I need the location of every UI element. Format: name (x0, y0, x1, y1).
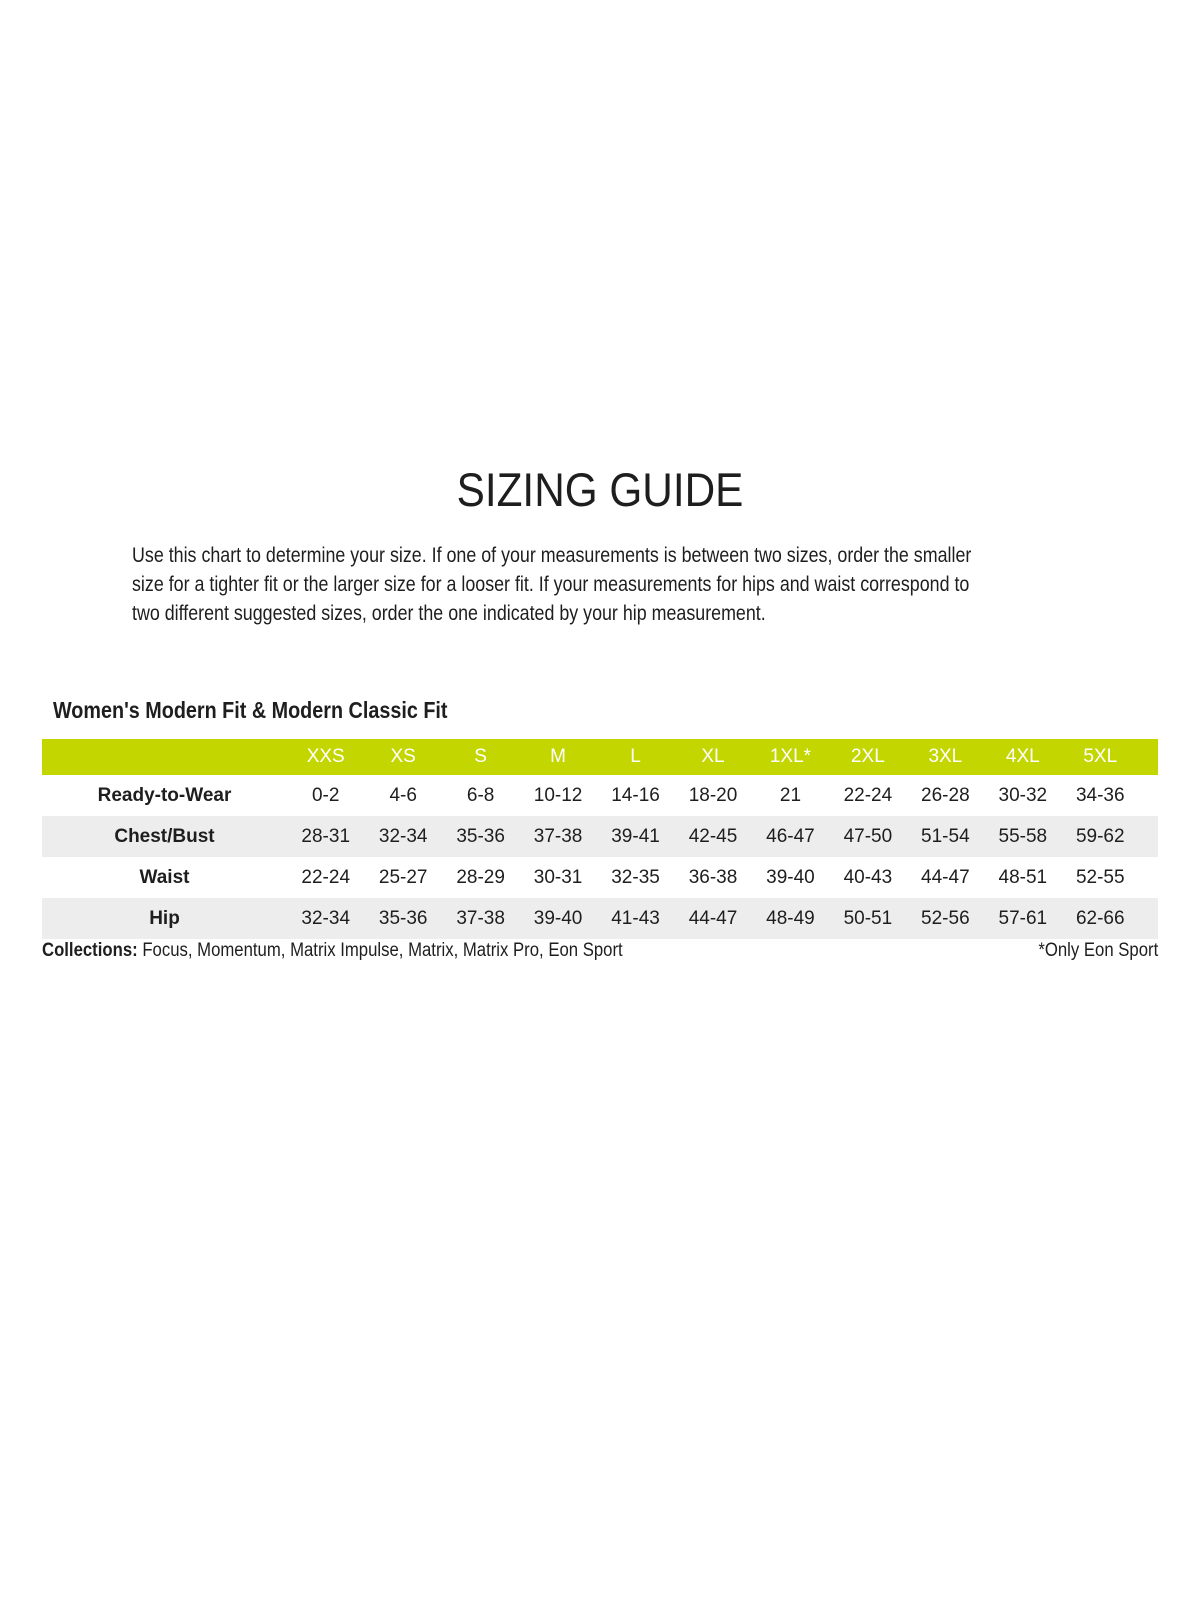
size-cell: 44-47 (688, 907, 738, 929)
spacer-cell (1139, 775, 1158, 816)
size-table-header (42, 739, 1158, 775)
page-title: SIZING GUIDE (456, 463, 744, 516)
size-column-header: XXS (306, 746, 345, 767)
size-column-header: 1XL* (769, 746, 812, 767)
size-cell: 21 (779, 784, 802, 806)
footnote: *Only Eon Sport (1038, 940, 1158, 961)
table-row (42, 775, 1158, 816)
size-cell: 37-38 (456, 907, 505, 929)
intro-paragraph (132, 541, 1119, 628)
size-column-header: 3XL (928, 746, 963, 767)
size-cell: 57-61 (998, 907, 1048, 929)
size-column-header: XL (701, 746, 725, 767)
size-cell: 52-56 (921, 907, 970, 929)
table-row (42, 898, 1158, 939)
size-cell: 41-43 (611, 907, 660, 929)
size-cell: 32-34 (301, 907, 351, 929)
size-cell: 39-40 (533, 907, 583, 929)
size-cell: 52-55 (1075, 866, 1125, 888)
size-cell: 30-31 (533, 866, 583, 888)
size-cell: 46-47 (766, 825, 815, 847)
size-cell: 50-51 (843, 907, 893, 929)
size-cell: 26-28 (921, 784, 970, 806)
size-cell: 37-38 (533, 825, 583, 847)
size-cell: 36-38 (688, 866, 738, 888)
size-cell: 48-51 (998, 866, 1048, 888)
size-cell: 32-35 (611, 866, 660, 888)
size-column-header: L (630, 746, 641, 767)
collections-label: Collections: (42, 940, 138, 961)
size-cell: 44-47 (921, 866, 970, 888)
size-table-body (42, 775, 1158, 939)
size-cell: 25-27 (378, 866, 428, 888)
size-column-header: M (550, 746, 566, 767)
row-label: Waist (139, 866, 190, 888)
corner-cell (42, 739, 287, 775)
table-row (42, 816, 1158, 857)
size-cell: 35-36 (378, 907, 428, 929)
size-cell: 40-43 (843, 866, 893, 888)
size-cell: 34-36 (1075, 784, 1125, 806)
size-cell: 22-24 (301, 866, 351, 888)
size-column-header: 4XL (1005, 746, 1040, 767)
size-column-header: XS (390, 746, 416, 767)
size-cell: 51-54 (921, 825, 970, 847)
size-cell: 39-41 (611, 825, 660, 847)
collections-line (42, 938, 1158, 964)
size-column-header: 2XL (850, 746, 885, 767)
intro-line-2: size for a tighter fit or the larger size for a looser fit. If your measurements for hips and waist correspond to (132, 573, 970, 596)
size-cell: 55-58 (998, 825, 1048, 847)
size-cell: 28-31 (301, 825, 351, 847)
size-cell: 0-2 (311, 784, 340, 806)
intro-line-1: Use this chart to determine your size. If one of your measurements is between two sizes, order the smaller (132, 544, 972, 567)
collections-text (42, 938, 623, 964)
size-cell: 30-32 (998, 784, 1048, 806)
spacer-cell (1139, 857, 1158, 898)
size-cell: 62-66 (1075, 907, 1125, 929)
size-column-header: 5XL (1083, 746, 1118, 767)
table-header-row (42, 739, 1158, 775)
size-cell: 18-20 (688, 784, 738, 806)
row-label: Chest/Bust (114, 825, 215, 847)
size-cell: 35-36 (456, 825, 505, 847)
section-heading: Women's Modern Fit & Modern Classic Fit (53, 697, 448, 723)
size-cell: 39-40 (766, 866, 815, 888)
row-label: Hip (149, 907, 180, 929)
size-cell: 42-45 (688, 825, 738, 847)
intro-line-3: two different suggested sizes, order the one indicated by your hip measurement. (132, 602, 766, 625)
spacer-cell (1139, 898, 1158, 939)
size-cell: 4-6 (389, 784, 417, 806)
spacer-cell (1139, 816, 1158, 857)
size-cell: 28-29 (456, 866, 505, 888)
size-cell: 59-62 (1075, 825, 1125, 847)
size-cell: 6-8 (466, 784, 495, 806)
spacer-cell (1139, 739, 1158, 775)
row-label: Ready-to-Wear (97, 784, 232, 806)
size-cell: 32-34 (378, 825, 428, 847)
size-cell: 48-49 (766, 907, 815, 929)
size-table (42, 739, 1158, 939)
size-cell: 10-12 (533, 784, 583, 806)
collections-list: Focus, Momentum, Matrix Impulse, Matrix, Matrix Pro, Eon Sport (142, 940, 623, 961)
table-row (42, 857, 1158, 898)
size-column-header: S (474, 746, 487, 767)
size-cell: 14-16 (611, 784, 660, 806)
size-cell: 47-50 (843, 825, 893, 847)
size-cell: 22-24 (843, 784, 893, 806)
